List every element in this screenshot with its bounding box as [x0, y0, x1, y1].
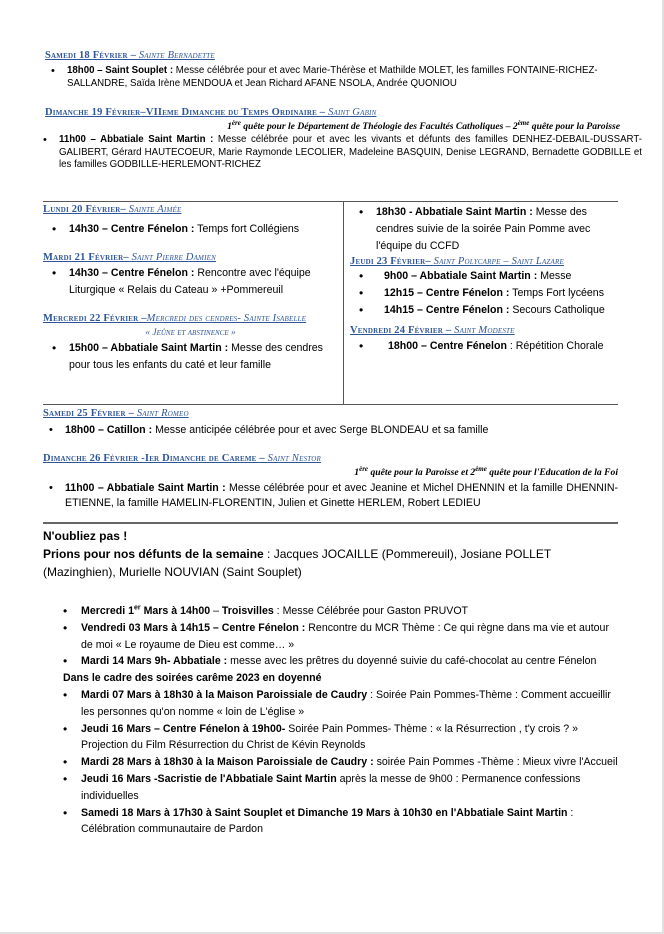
section-samedi-25 [43, 408, 618, 437]
reminder-item: • Vendredi 03 Mars à 14h15 – Centre Fénelon : Rencontre du MCR Thème : Ce qui règne dans ma vie et autour de moi « Le royaume de Dieu est comme… » [43, 620, 618, 654]
reminder-title: N'oubliez pas ! [43, 529, 128, 543]
section-heading: Samedi 25 Février – Saint Romeo [43, 408, 189, 419]
event-item: • 15h00 – Abbatiale Saint Martin : Messe des cendres pour tous les enfants du caté et leur famille [43, 340, 338, 374]
event-item: • 12h15 – Centre Fénelon : Temps Fort lycéens [350, 285, 622, 302]
event-item: • 9h00 – Abbatiale Saint Martin : Messe [350, 268, 622, 285]
section-heading: Dimanche 19 Février–VIIeme Dimanche du Temps Ordinaire – Saint Gabin [45, 107, 377, 118]
careme-item: • Samedi 18 Mars à 17h30 à Saint Souplet et Dimanche 19 Mars à 10h30 en l'Abbatiale Saint Martin : Célébration communautaire de Pardon [43, 805, 618, 839]
divider-top [43, 201, 618, 202]
prayer-paragraph: Prions pour nos défunts de la semaine : Jacques JOCAILLE (Pommereuil), Josiane POLLET (Mazinghien), Murielle NOUVIAN (Saint Souplet) [43, 547, 551, 579]
careme-title: Dans le cadre des soirées carême 2023 en doyenné [63, 672, 322, 685]
careme-list [43, 687, 618, 838]
event-item: • 14h15 – Centre Fénelon : Secours Catholique [350, 302, 622, 319]
divider-bottom [43, 404, 618, 405]
mass-item: • 18h00 – Catillon : Messe anticipée célébrée pour et avec Serge BLONDEAU et sa famille [43, 424, 618, 437]
section-heading-jeudi-23: Jeudi 23 Février– Saint Polycarpe – Saint Lazare [350, 256, 564, 267]
quete-line: 1ère quête pour la Paroisse et 2ème quête pour l'Education de la Foi [354, 464, 618, 478]
column-divider [343, 201, 344, 404]
section-dimanche-19 [45, 107, 642, 172]
reminder-list [43, 603, 618, 670]
section-dimanche-26 [43, 453, 618, 511]
event-item: • 14h30 – Centre Fénelon : Temps fort Collégiens [43, 221, 338, 238]
quete-line: 1ère quête pour le Département de Théologie des Facultés Catholiques – 2ème quête pour la Paroisse [227, 118, 620, 132]
section-heading-mercredi-22: Mercredi 22 Février –Mercredi des cendres- Sainte Isabelle [43, 313, 307, 324]
fasting-note: « Jeûne et abstinence » [145, 328, 236, 338]
section-heading: Dimanche 26 Février -Ier Dimanche de Careme – Saint Nestor [43, 453, 321, 464]
careme-item: • Jeudi 16 Mars – Centre Fénelon à 19h00- Soirée Pain Pommes- Thème : « la Résurrection , t'y crois ? » Projection du Film Résurrection du Christ de Kévin Reynolds [43, 721, 618, 755]
event-item: • 18h00 – Centre Fénelon : Répétition Chorale [350, 338, 622, 355]
section-heading-mardi-21: Mardi 21 Février– Saint Pierre Damien [43, 252, 216, 263]
reminder-item: • Mardi 14 Mars 9h- Abbatiale : messe avec les prêtres du doyenné suivie du café-chocolat au centre Fénelon [43, 653, 618, 670]
event-item: • 14h30 – Centre Fénelon : Rencontre avec l'équipe Liturgique « Relais du Cateau » +Pommereuil [43, 265, 338, 299]
right-column [350, 204, 622, 355]
section-reminder [43, 527, 618, 838]
reminder-item: • Mercredi 1er Mars à 14h00 – Troisvilles : Messe Célébrée pour Gaston PRUVOT [43, 603, 618, 620]
section-heading-lundi-20: Lundi 20 Février– Sainte Aimée [43, 204, 182, 215]
section-heading-vendredi-24: Vendredi 24 Février – Saint Modeste [350, 325, 515, 336]
mass-item: • 11h00 – Abbatiale Saint Martin : Messe célébrée pour et avec Jeanine et Michel DHENNIN et la famille DHENNIN-ETIENNE, la famille HAMELIN-FLORENTIN, Julien et Ginette HERLEM, Robert LEDIEU [43, 481, 618, 511]
mass-item: • 11h00 – Abbatiale Saint Martin : Messe célébrée pour et avec les vivants et défunts des familles DENHEZ-DEBAIL-DUSSART-GALIBERT, Gérard HAUTECOEUR, Marie Raymonde LECOLIER, Madeleine BASQUIN, Denise LEGRAND, Bernadette GODBILLE et les familles GODBILLE-HERLEMONT-RICHEZ [37, 134, 642, 172]
section-samedi-18 [45, 50, 620, 90]
mass-item: • 18h00 – Saint Souplet : Messe célébrée pour et avec Marie-Thérèse et Mathilde MOLET, les familles FONTAINE-RICHEZ-SALLANDRE, Saïda Irène MENDOUA et Jean Richard AFANE NSOLA, Andrée QUONIOU [45, 65, 620, 90]
section-heading: Samedi 18 Février – Sainte Bernadette [45, 50, 215, 61]
event-item: • 18h30 - Abbatiale Saint Martin : Messe des cendres suivie de la soirée Pain Pomme avec l'équipe du CCFD [350, 204, 622, 255]
divider-reminder [43, 522, 618, 524]
careme-item: • Jeudi 16 Mars -Sacristie de l'Abbatiale Saint Martin après la messe de 9h00 : Permanence confessions individuelles [43, 771, 618, 805]
left-column [43, 204, 338, 374]
careme-item: • Mardi 07 Mars à 18h30 à la Maison Paroissiale de Caudry : Soirée Pain Pommes-Thème : Comment accueillir les personnes qu'on nomme « loin de L'église » [43, 687, 618, 721]
careme-item: • Mardi 28 Mars à 18h30 à la Maison Paroissiale de Caudry : soirée Pain Pommes -Thème : Mieux vivre l'Accueil [43, 754, 618, 771]
